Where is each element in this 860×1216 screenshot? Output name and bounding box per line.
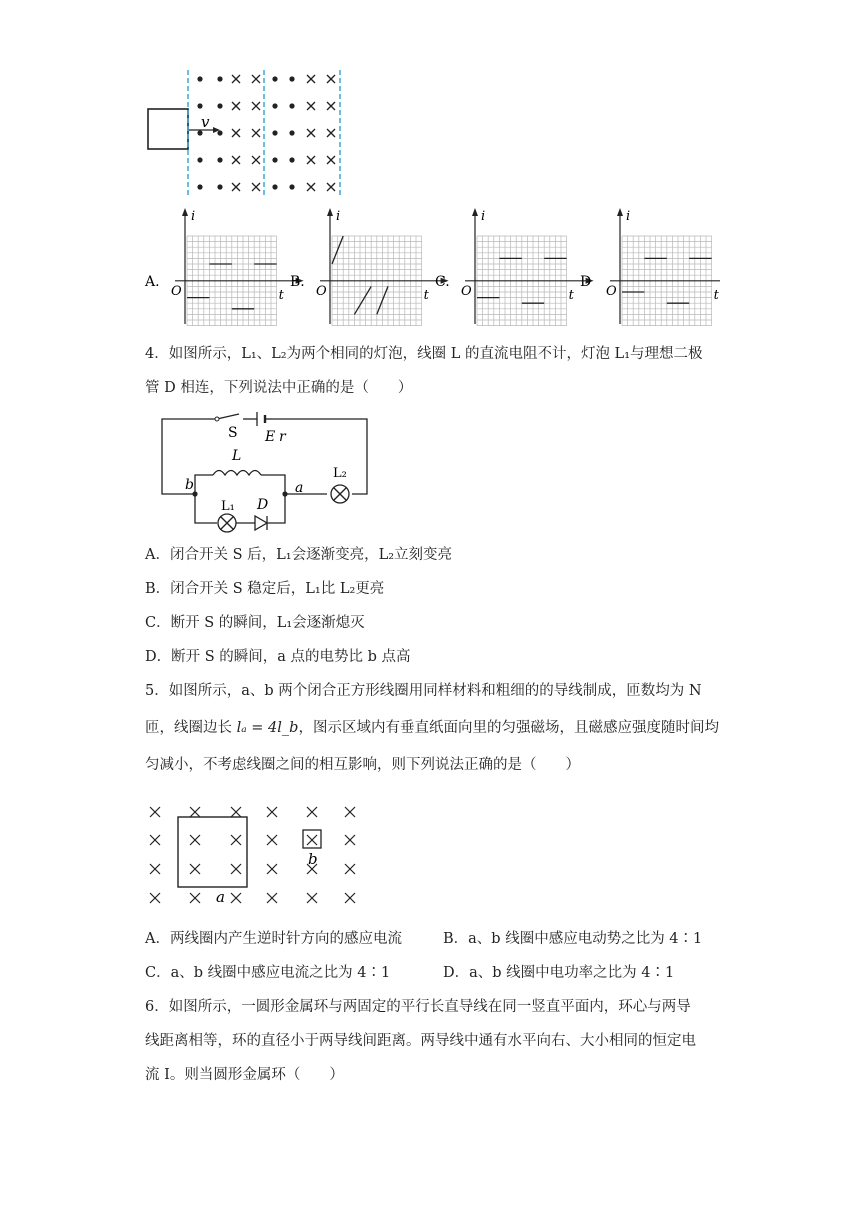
origin-label: O (316, 283, 327, 299)
field-out-dot (272, 76, 277, 81)
t-axis-label: t (568, 287, 574, 303)
field-out-dot (217, 184, 222, 189)
arrowhead-icon (327, 208, 333, 216)
field-crosses (150, 807, 355, 903)
label-e: E (265, 429, 276, 445)
graph-options-row (140, 206, 720, 331)
q4-option-c: C．断开 S 的瞬间，L₁会逐渐熄灭 (145, 615, 365, 631)
q6-line-3: 流 I。则当圆形金属环（ ） (145, 1067, 344, 1083)
field-out-dot (272, 103, 277, 108)
q5-line-2-post: ，图示区域内有垂直纸面向里的匀强磁场，且磁感应强度随时间均 (298, 720, 719, 736)
field-in-cross (232, 156, 240, 164)
field-in-cross (232, 129, 240, 137)
label-l2: L₂ (333, 466, 347, 481)
graph-option-label: C. (435, 273, 450, 290)
circuit-diagram (155, 405, 375, 535)
field-out-dot (289, 157, 294, 162)
q5-option-b: B．a、b 线圈中感应电动势之比为 4∶1 (443, 931, 703, 947)
q6-line-1: 6．如图所示，一圆形金属环与两固定的平行长直导线在同一竖直平面内，环心与两导 (145, 999, 691, 1015)
coil-b-label: b (308, 850, 318, 868)
field-in-cross (327, 102, 335, 110)
field-out-dot (289, 76, 294, 81)
q5-line-3: 匀减小，不考虑线圈之间的相互影响，则下列说法正确的是（ ） (145, 757, 580, 773)
field-in-cross (307, 835, 317, 845)
field-out-dot (197, 130, 202, 135)
field-in-cross (307, 102, 315, 110)
q6-line-2: 线距离相等，环的直径小于两导线间距离。两导线中通有水平向右、大小相同的恒定电 (145, 1033, 696, 1049)
field-in-cross (231, 807, 241, 817)
graph-option-label: A. (145, 273, 160, 290)
field-out-dot (197, 76, 202, 81)
coil-a (178, 817, 247, 887)
field-out-dot (289, 130, 294, 135)
region-boundaries (188, 70, 340, 196)
field-in-cross (327, 129, 335, 137)
field-in-cross (150, 807, 160, 817)
field-in-cross (267, 864, 277, 874)
graph-axes (175, 212, 299, 324)
q5-line-2 (145, 718, 719, 738)
field-in-cross (232, 183, 240, 191)
velocity-label: v (201, 113, 210, 131)
graph-option (144, 208, 304, 326)
field-in-cross (252, 75, 260, 83)
graph-option (290, 208, 449, 326)
field-out-dot (289, 184, 294, 189)
field-in-cross (327, 156, 335, 164)
t-axis-label: t (423, 287, 429, 303)
field-in-cross (327, 75, 335, 83)
label-s: S (228, 425, 238, 441)
field-out-dot (217, 76, 222, 81)
coil-a-label: a (216, 888, 225, 906)
label-a: a (295, 480, 304, 496)
field-in-cross (252, 129, 260, 137)
t-axis-label: t (278, 287, 284, 303)
field-in-cross (231, 893, 241, 903)
graph-option-label: B. (290, 273, 305, 290)
field-in-cross (307, 807, 317, 817)
field-out-dot (197, 184, 202, 189)
coils-figure (140, 796, 370, 911)
square-loop (148, 109, 188, 149)
field-out-dot (289, 103, 294, 108)
graph-axes (320, 212, 444, 324)
field-in-cross (252, 102, 260, 110)
field-in-cross (252, 156, 260, 164)
field-in-cross (307, 183, 315, 191)
q5-line-1: 5．如图所示，a、b 两个闭合正方形线圈用同样材料和粗细的的导线制成，匝数均为 N (145, 683, 702, 699)
field-in-cross (267, 893, 277, 903)
arrowhead-icon (472, 208, 478, 216)
field-in-cross (345, 807, 355, 817)
label-l: L (232, 448, 242, 464)
origin-label: O (171, 283, 182, 299)
q5-formula: lₐ = 4l_b (236, 720, 299, 736)
label-l1: L₁ (221, 499, 235, 514)
q4-line-2: 管 D 相连，下列说法中正确的是（ ） (145, 380, 413, 396)
q4-option-d: D．断开 S 的瞬间，a 点的电势比 b 点高 (145, 649, 411, 665)
q5-option-a: A．两线圈内产生逆时针方向的感应电流 (145, 931, 402, 947)
graph-axes (610, 212, 720, 324)
field-symbols (197, 75, 335, 191)
origin-label: O (461, 283, 472, 299)
field-in-cross (307, 75, 315, 83)
field-in-cross (190, 893, 200, 903)
field-in-cross (190, 835, 200, 845)
it-graphs (140, 206, 720, 331)
field-in-cross (267, 807, 277, 817)
graph-option (435, 208, 594, 326)
field-in-cross (231, 835, 241, 845)
field-in-cross (150, 835, 160, 845)
field-out-dot (217, 157, 222, 162)
current-segment (354, 286, 371, 314)
label-d: D (257, 497, 269, 513)
i-axis-label: i (191, 209, 196, 224)
arrowhead-icon (182, 208, 188, 216)
field-out-dot (217, 130, 222, 135)
label-r: r (279, 429, 286, 445)
field-in-cross (327, 183, 335, 191)
field-out-dot (272, 130, 277, 135)
q4-option-a: A．闭合开关 S 后，L₁会逐渐变亮，L₂立刻变亮 (145, 547, 453, 563)
field-out-dot (217, 103, 222, 108)
field-in-cross (190, 807, 200, 817)
field-in-cross (252, 183, 260, 191)
field-in-cross (345, 864, 355, 874)
field-out-dot (272, 157, 277, 162)
field-in-cross (232, 102, 240, 110)
graph-option (580, 208, 720, 326)
field-out-dot (272, 184, 277, 189)
coil-b (303, 830, 321, 848)
field-in-cross (267, 835, 277, 845)
field-in-cross (150, 893, 160, 903)
field-out-dot (197, 103, 202, 108)
label-b: b (185, 477, 194, 493)
t-axis-label: t (713, 287, 719, 303)
i-axis-label: i (481, 209, 486, 224)
magnetic-field-figure (140, 68, 355, 198)
q4-line-1: 4．如图所示，L₁、L₂为两个相同的灯泡，线圈 L 的直流电阻不计，灯泡 L₁与理想二极 (145, 346, 703, 362)
graph-axes (465, 212, 592, 324)
field-in-cross (345, 835, 355, 845)
i-axis-label: i (626, 209, 631, 224)
field-in-cross (231, 864, 241, 874)
field-in-cross (232, 75, 240, 83)
field-in-cross (307, 893, 317, 903)
field-in-cross (150, 864, 160, 874)
field-in-cross (307, 156, 315, 164)
graph-option-label: D (580, 273, 592, 290)
field-in-cross (345, 893, 355, 903)
q5-line-2-pre: 匝，线圈边长 (145, 720, 237, 736)
i-axis-label: i (336, 209, 341, 224)
field-out-dot (197, 157, 202, 162)
q5-option-c: C．a、b 线圈中感应电流之比为 4∶1 (145, 965, 391, 981)
q5-option-d: D．a、b 线圈中电功率之比为 4∶1 (443, 965, 675, 981)
arrowhead-icon (617, 208, 623, 216)
q4-option-b: B．闭合开关 S 稳定后，L₁比 L₂更亮 (145, 581, 385, 597)
origin-label: O (606, 283, 617, 299)
field-in-cross (307, 129, 315, 137)
field-in-cross (190, 864, 200, 874)
